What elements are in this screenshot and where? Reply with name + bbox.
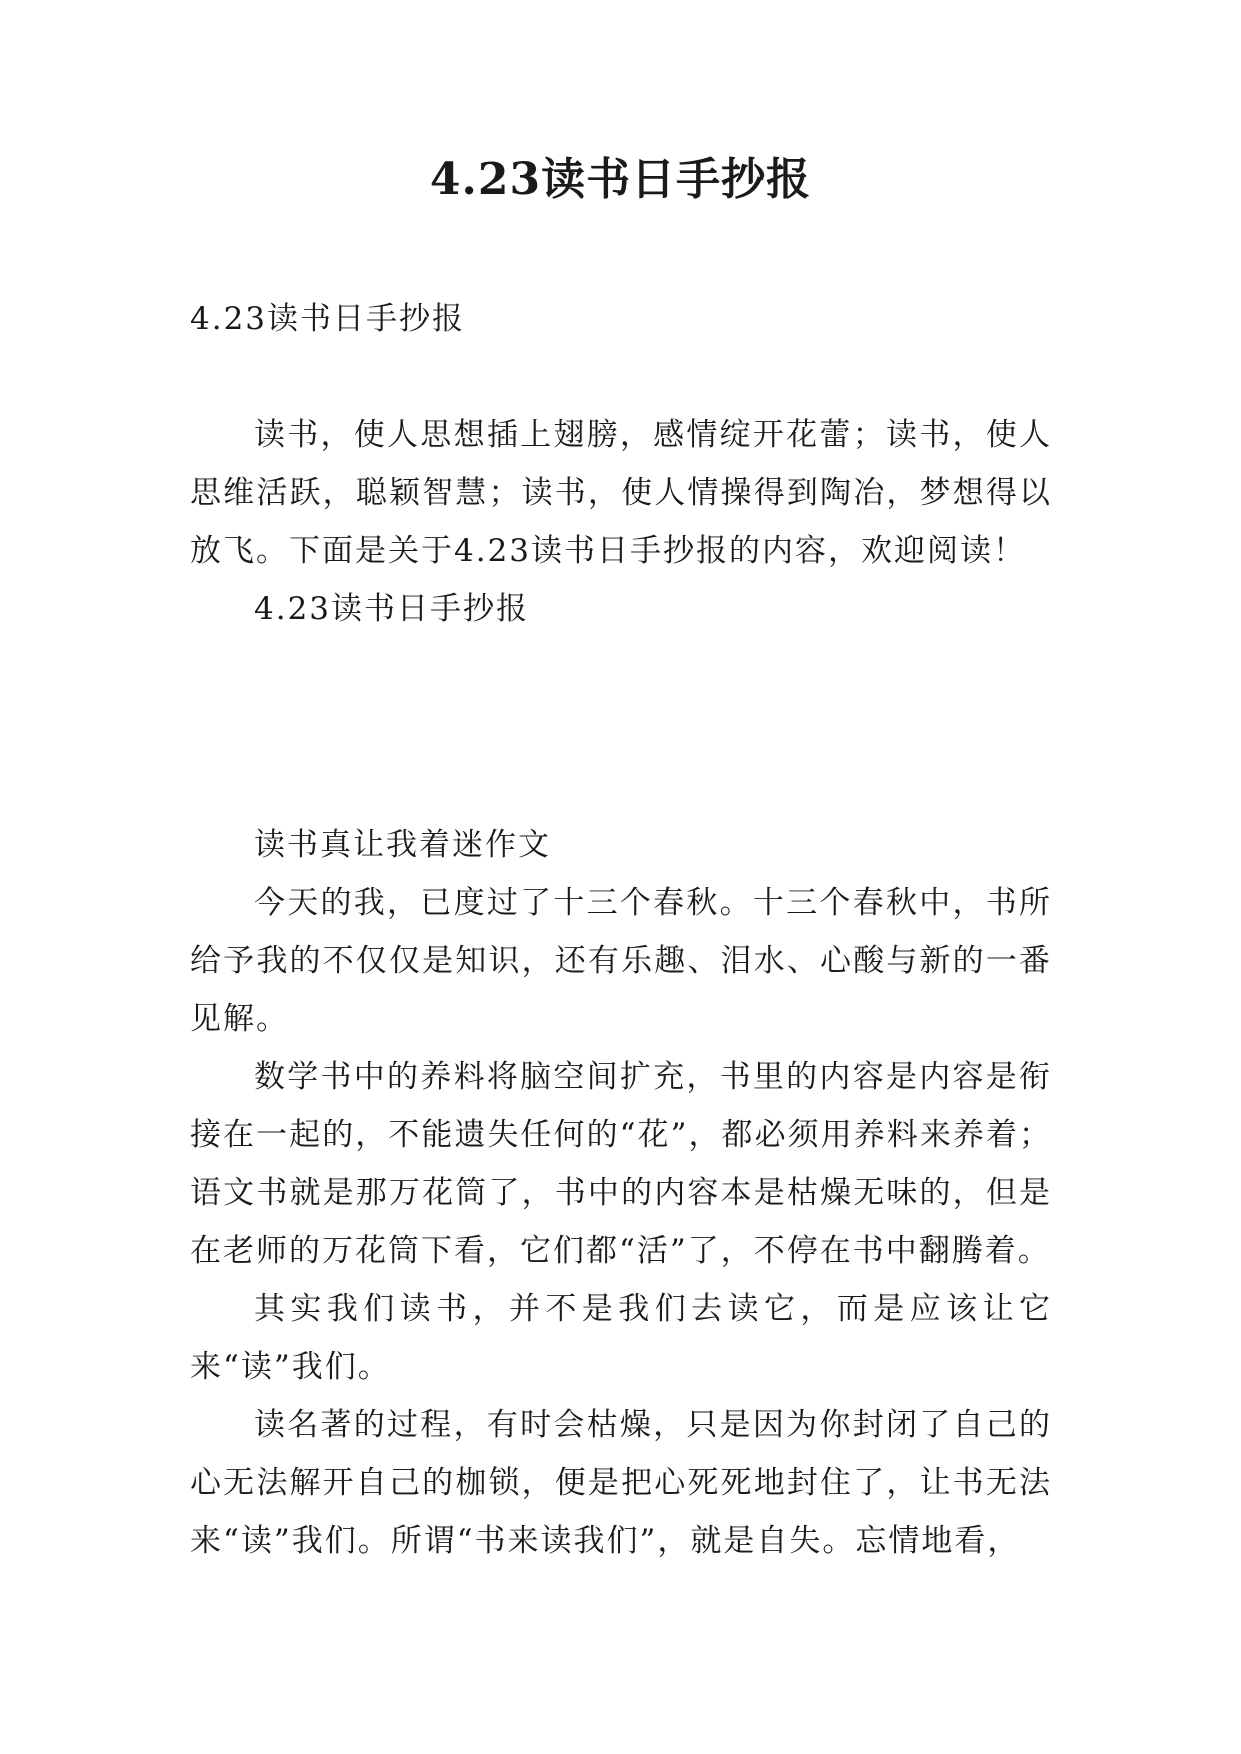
paragraph: 其实我们读书，并不是我们去读它，而是应该让它来“读”我们。	[190, 1291, 1052, 1385]
document-body	[190, 290, 1052, 1570]
document-subtitle: 4.23读书日手抄报	[190, 301, 466, 337]
paragraph-intro: 读书，使人思想插上翅膀，感情绽开花蕾；读书，使人思维活跃，聪颖智慧；读书，使人情操得到陶冶，梦想得以放飞。下面是关于4.23读书日手抄报的内容，欢迎阅读！	[190, 417, 1052, 569]
paragraph-heading-repeat: 4.23读书日手抄报	[254, 591, 530, 627]
paragraph: 今天的我，已度过了十三个春秋。十三个春秋中，书所给予我的不仅仅是知识，还有乐趣、泪水、心酸与新的一番见解。	[190, 885, 1052, 1037]
paragraph: 读名著的过程，有时会枯燥，只是因为你封闭了自己的心无法解开自己的枷锁，便是把心死死地封住了，让书无法来“读”我们。所谓“书来读我们”，就是自失。忘情地看，	[190, 1407, 1052, 1559]
essay-title: 读书真让我着迷作文	[254, 827, 551, 863]
paragraph: 数学书中的养料将脑空间扩充，书里的内容是内容是衔接在一起的，不能遗失任何的“花”，都必须用养料来养着；语文书就是那万花筒了，书中的内容本是枯燥无味的，但是在老师的万花筒下看，它们都“活”了，不停在书中翻腾着。	[190, 1059, 1052, 1269]
document-title: 4.23读书日手抄报	[429, 154, 812, 205]
